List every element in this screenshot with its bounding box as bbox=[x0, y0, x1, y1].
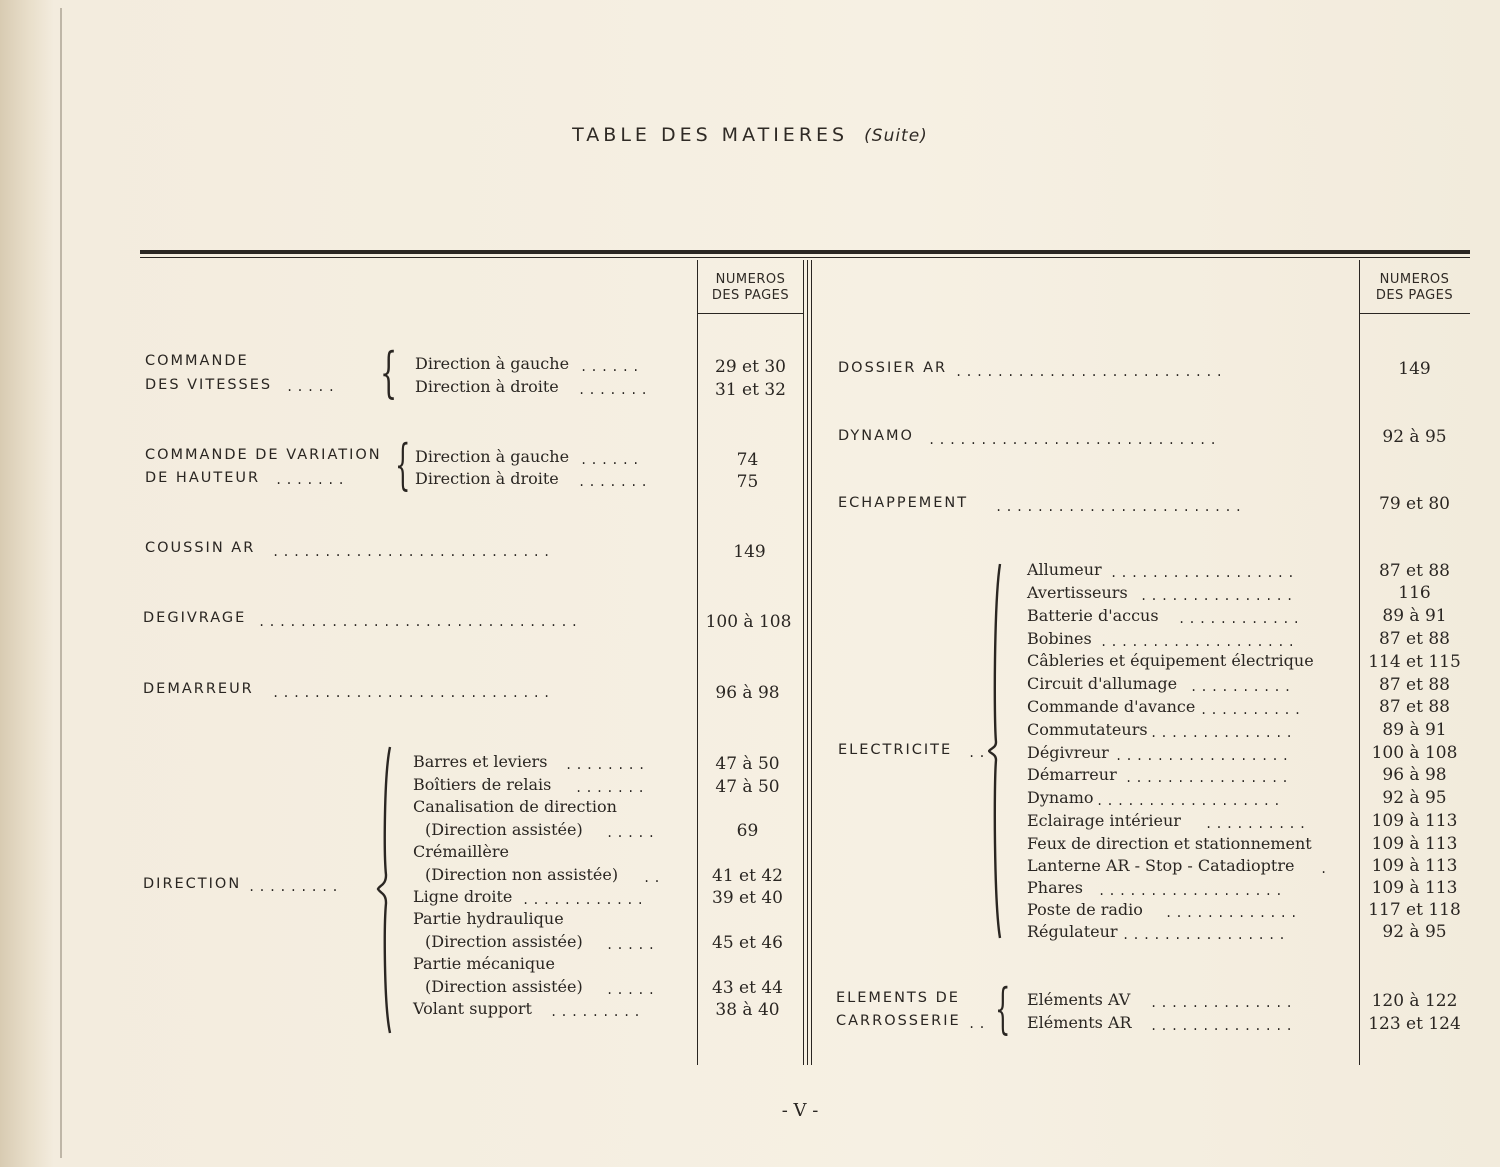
left-pages-column-header bbox=[697, 272, 804, 304]
left-header-line1: NUMEROS bbox=[715, 272, 786, 287]
leader-dots: ........................ bbox=[995, 500, 1246, 514]
sub-item-label: Partie hydraulique bbox=[413, 909, 564, 928]
sub-item-label: Commande d'avance bbox=[1027, 697, 1196, 716]
brace-icon: { bbox=[395, 433, 411, 496]
sub-item-label: (Direction assistée) bbox=[425, 932, 583, 951]
page-number: 96 à 98 bbox=[1382, 765, 1447, 785]
sub-item-label: Batterie d'accus bbox=[1027, 606, 1159, 625]
sub-item-label: Direction à droite bbox=[415, 469, 559, 488]
title-suffix: (Suite) bbox=[864, 126, 928, 146]
leader-dots: ................ bbox=[1125, 771, 1292, 785]
page-number: 109 à 113 bbox=[1371, 811, 1458, 831]
right-header-line2: DES PAGES bbox=[1375, 288, 1454, 303]
leader-dots: ........................... bbox=[272, 545, 554, 559]
leader-dots: ................... bbox=[1100, 635, 1299, 649]
leader-dots: ................. bbox=[1115, 749, 1293, 763]
leader-dots: ............... bbox=[1140, 589, 1297, 603]
leader-dots: ............................ bbox=[928, 433, 1220, 447]
sub-item-label: Partie mécanique bbox=[413, 954, 555, 973]
sub-item-label: (Direction non assistée) bbox=[425, 865, 619, 884]
entry-coussin-label: COUSSIN AR bbox=[145, 540, 256, 556]
sub-item-label: Crémaillère bbox=[413, 842, 510, 861]
leader-dots: .............. bbox=[1150, 1019, 1296, 1033]
leader-dots: .............. bbox=[1150, 996, 1296, 1010]
page-number: 29 et 30 bbox=[715, 357, 786, 377]
page-number: 123 et 124 bbox=[1368, 1014, 1461, 1034]
leader-dots: ....... bbox=[575, 781, 648, 795]
leader-dots: .......... bbox=[1205, 817, 1310, 831]
page-number: 39 et 40 bbox=[712, 888, 783, 908]
page-number: 47 à 50 bbox=[715, 754, 780, 774]
entry-dossier-label: DOSSIER AR bbox=[838, 360, 948, 376]
brace-icon: { bbox=[995, 977, 1011, 1040]
page-number: 116 bbox=[1398, 583, 1431, 603]
large-brace-icon bbox=[988, 562, 1008, 940]
leader-dots: ....... bbox=[275, 473, 348, 487]
leader-dots: ....... bbox=[578, 383, 651, 397]
page-number: 149 bbox=[1398, 359, 1431, 379]
page-number: 114 et 115 bbox=[1368, 652, 1461, 672]
entry-elements-label-2: CARROSSERIE bbox=[836, 1013, 961, 1029]
page-number: 89 à 91 bbox=[1382, 720, 1447, 740]
sub-item-label: Régulateur bbox=[1027, 922, 1118, 941]
leader-dots: .. bbox=[968, 746, 989, 760]
sub-item-label: Eclairage intérieur bbox=[1027, 811, 1181, 830]
page-number: 109 à 113 bbox=[1371, 856, 1458, 876]
entry-echappement-label: ECHAPPEMENT bbox=[838, 495, 969, 511]
book-binding-shadow bbox=[0, 0, 54, 1167]
page-number: 38 à 40 bbox=[715, 1000, 780, 1020]
leader-dots: ............. bbox=[1165, 906, 1301, 920]
leader-dots: ....... bbox=[578, 475, 651, 489]
leader-dots: ..... bbox=[606, 826, 659, 840]
entry-commande-vitesses-label-2: DES VITESSES bbox=[145, 377, 273, 393]
leader-dots: .......................... bbox=[955, 365, 1227, 379]
page-number: 120 à 122 bbox=[1371, 991, 1458, 1011]
sub-item-label: Lanterne AR - Stop - Catadioptre bbox=[1027, 856, 1295, 875]
leader-dots: ................ bbox=[1122, 928, 1289, 942]
entry-degivrage-label: DEGIVRAGE bbox=[143, 610, 247, 626]
page-number: 92 à 95 bbox=[1382, 788, 1447, 808]
page-number: 79 et 80 bbox=[1379, 494, 1450, 514]
leader-dots: ..... bbox=[606, 938, 659, 952]
page-number-footer: - V - bbox=[781, 1100, 819, 1121]
title-text: TABLE DES MATIERES bbox=[572, 124, 849, 146]
entry-commande-variation-label-1: COMMANDE DE VARIATION bbox=[145, 447, 382, 463]
page-number: 41 et 42 bbox=[712, 866, 783, 886]
leader-dots: ..... bbox=[606, 983, 659, 997]
leader-dots: ......... bbox=[550, 1005, 644, 1019]
leader-dots: .......... bbox=[1200, 703, 1305, 717]
sub-item-label: Allumeur bbox=[1027, 560, 1102, 579]
right-pages-column-header-rule bbox=[1359, 313, 1470, 314]
leader-dots: .................. bbox=[1110, 566, 1298, 580]
page-number: 92 à 95 bbox=[1382, 922, 1447, 942]
sub-item-label: Eléments AV bbox=[1027, 990, 1131, 1009]
top-rule-thin bbox=[140, 257, 1470, 258]
page-number: 43 et 44 bbox=[712, 978, 783, 998]
left-header-line2: DES PAGES bbox=[711, 288, 790, 303]
sub-item-label: Poste de radio bbox=[1027, 900, 1143, 919]
page-number: 149 bbox=[733, 542, 766, 562]
leader-dots: .. bbox=[968, 1017, 989, 1031]
sub-item-label: Direction à droite bbox=[415, 377, 559, 396]
sub-item-label: Dégivreur bbox=[1027, 743, 1109, 762]
page-number: 87 et 88 bbox=[1379, 697, 1450, 717]
page-number: 100 à 108 bbox=[1371, 743, 1458, 763]
large-brace-icon bbox=[376, 745, 398, 1035]
leader-dots: ......... bbox=[248, 880, 342, 894]
page-number: 74 bbox=[736, 450, 759, 470]
entry-demarreur-label: DEMARREUR bbox=[143, 681, 254, 697]
sub-item-label: Bobines bbox=[1027, 629, 1092, 648]
entry-commande-vitesses-label-1: COMMANDE bbox=[145, 353, 249, 369]
entry-direction-label: DIRECTION bbox=[143, 876, 242, 892]
page-number: 109 à 113 bbox=[1371, 878, 1458, 898]
entry-dynamo-label: DYNAMO bbox=[838, 428, 914, 444]
sub-item-label: Direction à gauche bbox=[415, 447, 570, 466]
leader-dots: ............ bbox=[522, 893, 648, 907]
page-number: 100 à 108 bbox=[705, 612, 792, 632]
right-pages-column-header bbox=[1359, 272, 1470, 304]
entry-elements-label-1: ELEMENTS DE bbox=[836, 990, 960, 1006]
sub-item-label: Canalisation de direction bbox=[413, 797, 617, 816]
sub-item-label: Démarreur bbox=[1027, 765, 1117, 784]
right-header-line1: NUMEROS bbox=[1379, 272, 1450, 287]
sub-item-label: Barres et leviers bbox=[413, 752, 548, 771]
page-number: 31 et 32 bbox=[715, 380, 786, 400]
sub-item-label: Phares bbox=[1027, 878, 1083, 897]
sub-item-label: Dynamo bbox=[1027, 788, 1094, 807]
page-number: 87 et 88 bbox=[1379, 561, 1450, 581]
brace-icon: { bbox=[380, 341, 398, 404]
sub-item-label: Feux de direction et stationnement bbox=[1027, 834, 1312, 853]
page-number: 87 et 88 bbox=[1379, 675, 1450, 695]
leader-dots: ..... bbox=[286, 380, 339, 394]
leader-dots: ........................... bbox=[272, 686, 554, 700]
leader-dots: .............. bbox=[1150, 726, 1296, 740]
entry-electricite-label: ELECTRICITE bbox=[838, 742, 953, 758]
page-number: 117 et 118 bbox=[1368, 900, 1461, 920]
left-pages-column-header-rule bbox=[697, 313, 804, 314]
leader-dots: .. bbox=[643, 871, 664, 885]
leader-dots: ............................... bbox=[258, 615, 582, 629]
sub-item-label: Boîtiers de relais bbox=[413, 775, 552, 794]
leader-dots: ...... bbox=[580, 360, 643, 374]
top-rule-thick bbox=[140, 250, 1470, 254]
sub-item-label: (Direction assistée) bbox=[425, 977, 583, 996]
page-number: 109 à 113 bbox=[1371, 834, 1458, 854]
page-number: 89 à 91 bbox=[1382, 606, 1447, 626]
center-divider-2 bbox=[811, 260, 812, 1065]
entry-commande-variation-label-2: DE HAUTEUR bbox=[145, 470, 261, 486]
page-number: 96 à 98 bbox=[715, 683, 780, 703]
sub-item-label: Volant support bbox=[413, 999, 532, 1018]
sub-item-label: Direction à gauche bbox=[415, 354, 570, 373]
page-number: 47 à 50 bbox=[715, 777, 780, 797]
sub-item-label: (Direction assistée) bbox=[425, 820, 583, 839]
leader-dots: ............ bbox=[1178, 612, 1304, 626]
page-number: 75 bbox=[736, 472, 759, 492]
page-title bbox=[0, 124, 1500, 146]
page-number: 69 bbox=[736, 821, 759, 841]
sub-item-label: Câbleries et équipement électrique bbox=[1027, 651, 1314, 670]
page-number: 45 et 46 bbox=[712, 933, 783, 953]
leader-dots: . bbox=[1320, 862, 1331, 876]
sub-item-label: Ligne droite bbox=[413, 887, 513, 906]
sub-item-label: Circuit d'allumage bbox=[1027, 674, 1178, 693]
page-number: 92 à 95 bbox=[1382, 427, 1447, 447]
sub-item-label: Eléments AR bbox=[1027, 1013, 1132, 1032]
sub-item-label: Commutateurs bbox=[1027, 720, 1148, 739]
leader-dots: .................. bbox=[1096, 794, 1284, 808]
leader-dots: ...... bbox=[580, 453, 643, 467]
page-number: 87 et 88 bbox=[1379, 629, 1450, 649]
leader-dots: .................. bbox=[1098, 884, 1286, 898]
center-divider-1 bbox=[807, 260, 808, 1065]
leader-dots: .......... bbox=[1190, 680, 1295, 694]
sub-item-label: Avertisseurs bbox=[1027, 583, 1128, 602]
leader-dots: ........ bbox=[565, 758, 649, 772]
page-edge-line bbox=[60, 8, 62, 1158]
